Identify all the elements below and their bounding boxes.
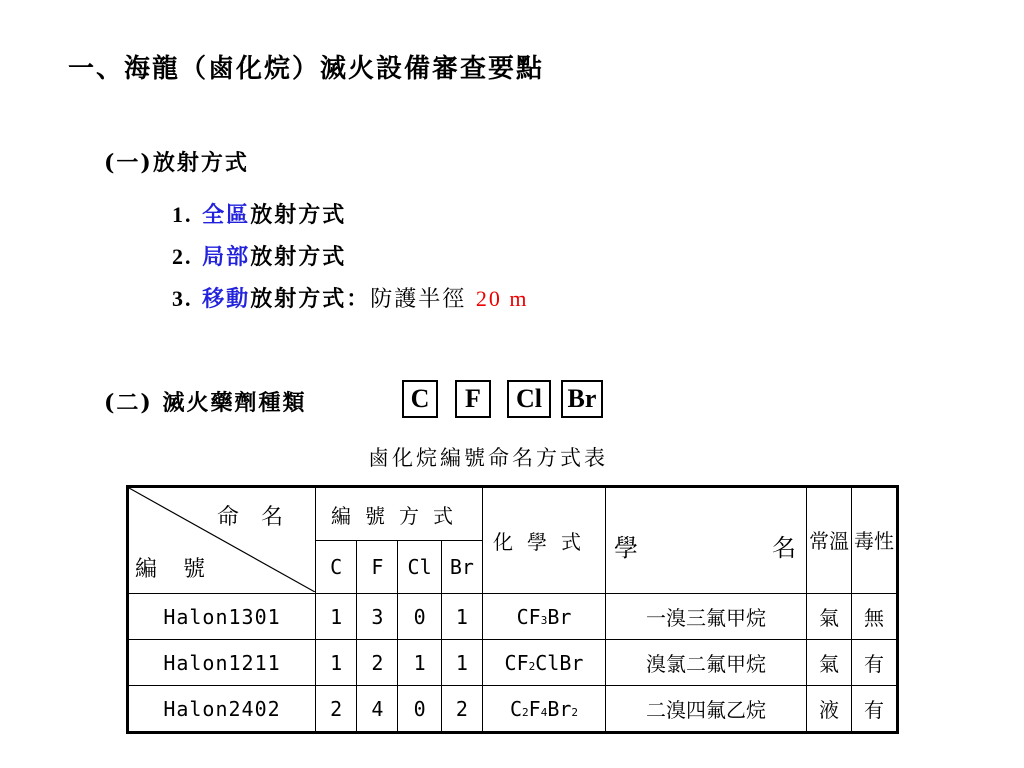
item-number: 2. — [172, 244, 193, 269]
state: 液 — [807, 686, 852, 733]
state: 氣 — [807, 594, 852, 640]
header-code-method: 編號方式 — [316, 487, 483, 541]
count-f: 2 — [357, 640, 398, 686]
chemical-name: 溴氯二氟甲烷 — [606, 640, 807, 686]
header-cl: Cl — [398, 541, 441, 594]
count-f: 4 — [357, 686, 398, 733]
count-br: 1 — [441, 594, 482, 640]
count-br: 1 — [441, 640, 482, 686]
section-heading-discharge: (一)放射方式 — [104, 150, 249, 176]
item-number: 1. — [172, 202, 193, 227]
item-highlight: 全區 — [202, 202, 251, 228]
table-row — [128, 640, 898, 686]
state: 氣 — [807, 640, 852, 686]
count-cl: 0 — [398, 594, 441, 640]
table-caption: 鹵化烷編號命名方式表 — [368, 446, 608, 470]
table-row — [128, 594, 898, 640]
chemical-name: 二溴四氟乙烷 — [606, 686, 807, 733]
count-c: 1 — [316, 640, 357, 686]
diagonal-header-cell — [128, 487, 316, 594]
halon-code: Halon1211 — [128, 640, 316, 686]
header-br: Br — [441, 541, 482, 594]
element-box-cl: Cl — [507, 380, 551, 418]
item-text: 放射方式 — [250, 244, 347, 270]
header-c: C — [316, 541, 357, 594]
section-heading-agent-types: (二) 滅火藥劑種類 — [104, 390, 307, 416]
item-note: 防護半徑 — [370, 287, 467, 312]
item-text: 放射方式： — [250, 286, 371, 312]
item-number: 3. — [172, 286, 193, 311]
header-name-left: 學 — [614, 534, 638, 562]
halon-code: Halon2402 — [128, 686, 316, 733]
list-item-local-application — [172, 240, 346, 271]
chemical-name: 一溴三氟甲烷 — [606, 594, 807, 640]
header-chemical-name — [606, 487, 807, 594]
count-c: 2 — [316, 686, 357, 733]
chemical-formula: CF3Br — [483, 594, 606, 640]
toxicity: 有 — [852, 640, 898, 686]
page-title: 一、海龍（鹵化烷）滅火設備審查要點 — [68, 54, 545, 84]
item-highlight: 移動 — [202, 286, 251, 312]
count-br: 2 — [441, 686, 482, 733]
list-item-mobile — [172, 282, 529, 313]
count-cl: 1 — [398, 640, 441, 686]
header-room-temp-state: 常溫 — [807, 487, 852, 594]
halon-naming-table — [126, 485, 899, 734]
header-naming: 命名 — [216, 505, 305, 530]
header-formula: 化學式 — [483, 487, 606, 594]
count-cl: 0 — [398, 686, 441, 733]
count-c: 1 — [316, 594, 357, 640]
header-toxicity: 毒性 — [852, 487, 898, 594]
table-row — [128, 686, 898, 733]
header-name-right: 名 — [772, 534, 796, 562]
toxicity: 有 — [852, 686, 898, 733]
item-text: 放射方式 — [250, 202, 347, 228]
chemical-formula: C2F4Br2 — [483, 686, 606, 733]
item-highlight: 局部 — [202, 244, 251, 270]
header-code: 編號 — [135, 557, 232, 582]
halon-code: Halon1301 — [128, 594, 316, 640]
element-box-br: Br — [561, 380, 603, 418]
protection-radius-value: 20 m — [475, 286, 529, 311]
chemical-formula: CF2ClBr — [483, 640, 606, 686]
count-f: 3 — [357, 594, 398, 640]
list-item-total-flooding — [172, 198, 346, 229]
header-f: F — [357, 541, 398, 594]
element-box-f: F — [455, 380, 491, 418]
element-box-c: C — [402, 380, 438, 418]
toxicity: 無 — [852, 594, 898, 640]
